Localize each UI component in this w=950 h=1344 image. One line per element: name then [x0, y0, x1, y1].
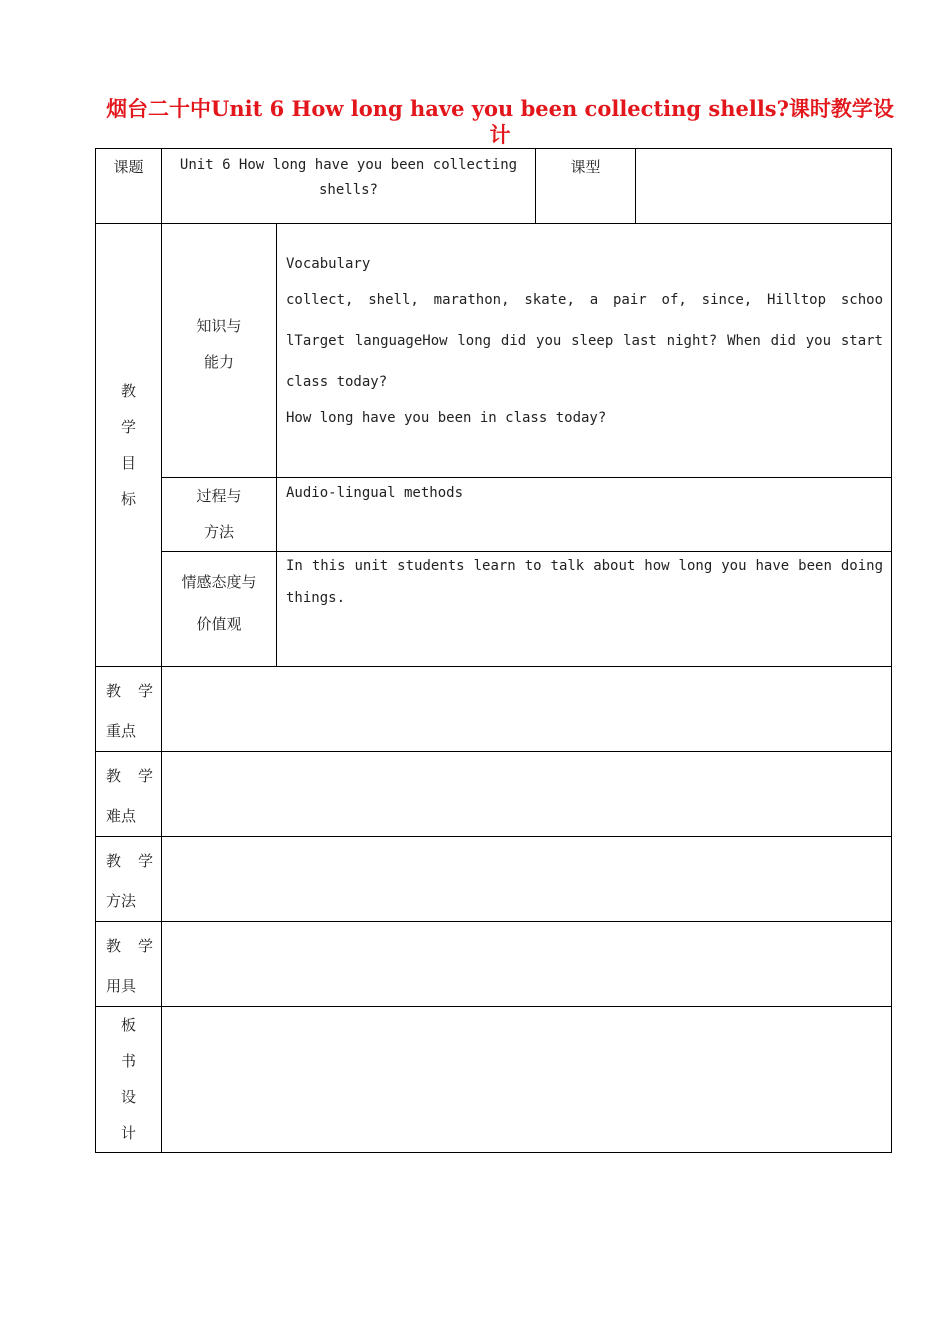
- difficulties-row: [96, 752, 892, 837]
- process-value: Audio-lingual methods: [286, 485, 464, 501]
- objectives-label: [96, 224, 162, 667]
- title-line-1: 烟台二十中Unit 6 How long have you been collecting shells?课时教学设: [106, 96, 894, 121]
- knowledge-line-2: collect, shell, marathon, skate, a pair of, since, Hilltop schoo: [286, 292, 883, 308]
- knowledge-line-1: Vocabulary: [286, 256, 371, 272]
- knowledge-row: [96, 224, 892, 478]
- key-points-char-3: 重点: [106, 722, 137, 740]
- tools-char-3: 用具: [106, 977, 137, 995]
- key-points-char-2: 学: [137, 682, 153, 700]
- topic-value-line-1: Unit 6 How long have you been collecting: [179, 157, 518, 173]
- board-char-2: 书: [120, 1052, 136, 1070]
- type-label: [536, 149, 636, 224]
- process-label-line-2: 方法: [203, 523, 234, 541]
- emotion-row: [96, 552, 892, 667]
- process-label-line-1: 过程与: [196, 487, 242, 505]
- emotion-label-line-2: 价值观: [196, 615, 242, 633]
- process-content: [277, 478, 892, 552]
- key-points-content: [162, 667, 892, 752]
- objectives-char-2: 学: [120, 418, 136, 436]
- difficulties-content: [162, 752, 892, 837]
- methods-label: [96, 837, 162, 922]
- emotion-line-2: things.: [286, 590, 346, 606]
- methods-content: [162, 837, 892, 922]
- key-points-char-1: 教: [106, 682, 122, 700]
- type-label-text: 课型: [570, 158, 601, 176]
- board-char-4: 计: [120, 1124, 136, 1142]
- topic-value-line-2: shells?: [318, 182, 378, 198]
- topic-value: [162, 149, 536, 224]
- tools-row: [96, 922, 892, 1007]
- knowledge-line-3: lTarget languageHow long did you sleep last night? When did you start: [286, 333, 883, 349]
- methods-char-1: 教: [106, 852, 122, 870]
- key-points-row: [96, 667, 892, 752]
- type-value: [636, 149, 892, 224]
- key-points-label: [96, 667, 162, 752]
- tools-label: [96, 922, 162, 1007]
- difficulties-char-2: 学: [137, 767, 153, 785]
- lesson-plan-table: [95, 148, 892, 1153]
- topic-label: [96, 149, 162, 224]
- knowledge-line-4: class today?: [286, 374, 388, 390]
- tools-char-1: 教: [106, 937, 122, 955]
- emotion-label-line-1: 情感态度与: [181, 573, 257, 591]
- emotion-content: [277, 552, 892, 667]
- difficulties-char-1: 教: [106, 767, 122, 785]
- tools-content: [162, 922, 892, 1007]
- objectives-char-4: 标: [120, 490, 136, 508]
- knowledge-line-5: How long have you been in class today?: [286, 410, 607, 426]
- board-label: [96, 1007, 162, 1153]
- difficulties-char-3: 难点: [106, 807, 137, 825]
- knowledge-label-line-1: 知识与: [196, 317, 242, 335]
- board-char-3: 设: [120, 1088, 136, 1106]
- difficulties-label: [96, 752, 162, 837]
- methods-char-3: 方法: [106, 892, 137, 910]
- topic-label-text: 课题: [113, 158, 144, 176]
- board-char-1: 板: [120, 1016, 136, 1034]
- board-row: [96, 1007, 892, 1153]
- objectives-char-1: 教: [120, 382, 136, 400]
- board-content: [162, 1007, 892, 1153]
- emotion-label: [162, 552, 277, 667]
- tools-char-2: 学: [137, 937, 153, 955]
- knowledge-label: [162, 224, 277, 478]
- knowledge-content: [277, 224, 892, 478]
- methods-row: [96, 837, 892, 922]
- process-row: [96, 478, 892, 552]
- methods-char-2: 学: [137, 852, 153, 870]
- emotion-line-1: In this unit students learn to talk about how long you have been doing: [286, 558, 883, 574]
- process-label: [162, 478, 277, 552]
- title-line-2: 计: [489, 122, 511, 147]
- knowledge-label-line-2: 能力: [203, 353, 234, 371]
- topic-row: [96, 149, 892, 224]
- page-title: [100, 96, 900, 148]
- objectives-char-3: 目: [120, 454, 136, 472]
